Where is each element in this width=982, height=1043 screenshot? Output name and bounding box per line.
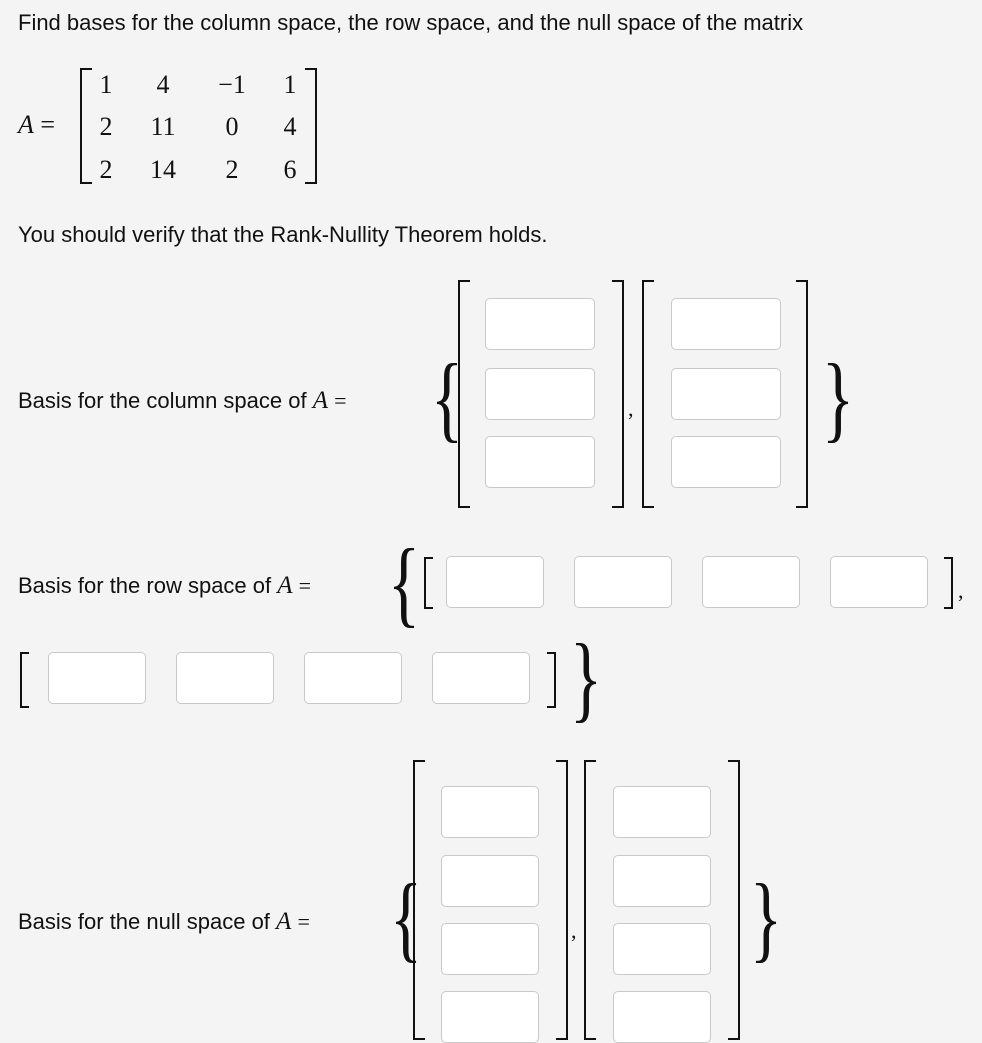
row-space-label: Basis for the row space of A = xyxy=(18,572,312,599)
matrix-cell: 14 xyxy=(150,155,176,184)
column-vector-1-left-bracket xyxy=(458,280,470,508)
null-vector-1-entry-3-input[interactable] xyxy=(441,923,539,975)
null-open-brace: { xyxy=(389,864,423,971)
matrix-label: A = xyxy=(18,110,56,139)
column-separator-comma: , xyxy=(628,396,634,421)
matrix-cell: 0 xyxy=(225,112,239,141)
matrix-cell: −1 xyxy=(218,70,246,99)
column-vector-2-entry-3-input[interactable] xyxy=(671,436,781,488)
row-vector-2-entry-3-input[interactable] xyxy=(304,652,402,704)
row-vector-1-entry-2-input[interactable] xyxy=(574,556,672,608)
null-vector-1-entry-2-input[interactable] xyxy=(441,855,539,907)
column-vector-2-right-bracket xyxy=(796,280,808,508)
row-vector-1-right-bracket xyxy=(944,557,953,609)
row-vector-2-right-bracket xyxy=(547,652,556,708)
matrix-cell: 2 xyxy=(225,155,239,184)
row-vector-1-left-bracket xyxy=(424,557,433,609)
null-close-brace: } xyxy=(749,864,783,971)
row-open-brace: { xyxy=(387,529,421,636)
column-vector-2-left-bracket xyxy=(642,280,654,508)
column-vector-2-entry-1-input[interactable] xyxy=(671,298,781,350)
row-vector-2-entry-2-input[interactable] xyxy=(176,652,274,704)
null-vector-1-entry-1-input[interactable] xyxy=(441,786,539,838)
row-separator-comma: , xyxy=(958,578,964,603)
problem-prompt: Find bases for the column space, the row space, and the null space of the matrix xyxy=(18,10,804,35)
null-vector-2-entry-1-input[interactable] xyxy=(613,786,711,838)
matrix-cell: 2 xyxy=(99,155,113,184)
column-vector-1-entry-1-input[interactable] xyxy=(485,298,595,350)
row-vector-1-entry-3-input[interactable] xyxy=(702,556,800,608)
row-vector-1-entry-4-input[interactable] xyxy=(830,556,928,608)
column-vector-1-entry-3-input[interactable] xyxy=(485,436,595,488)
null-vector-1-left-bracket xyxy=(413,760,425,1040)
null-vector-2-entry-4-input[interactable] xyxy=(613,991,711,1043)
null-vector-2-entry-2-input[interactable] xyxy=(613,855,711,907)
row-vector-2-entry-1-input[interactable] xyxy=(48,652,146,704)
column-open-brace: { xyxy=(430,344,464,451)
null-vector-2-entry-3-input[interactable] xyxy=(613,923,711,975)
column-space-label: Basis for the column space of A = xyxy=(18,387,347,414)
column-vector-1-right-bracket xyxy=(612,280,624,508)
null-separator-comma: , xyxy=(571,918,577,943)
null-vector-2-right-bracket xyxy=(728,760,740,1040)
column-vector-2-entry-2-input[interactable] xyxy=(671,368,781,420)
row-close-brace: } xyxy=(569,624,603,731)
verify-instruction: You should verify that the Rank-Nullity Theorem holds. xyxy=(18,222,548,247)
null-vector-1-entry-4-input[interactable] xyxy=(441,991,539,1043)
column-vector-1-entry-2-input[interactable] xyxy=(485,368,595,420)
row-vector-1-entry-1-input[interactable] xyxy=(446,556,544,608)
matrix-cell: 1 xyxy=(283,70,297,99)
null-space-label: Basis for the null space of A = xyxy=(18,908,310,935)
matrix-cell: 2 xyxy=(99,112,113,141)
matrix-cell: 6 xyxy=(283,155,297,184)
matrix-cell: 4 xyxy=(283,112,297,141)
null-vector-1-right-bracket xyxy=(556,760,568,1040)
matrix-cell: 11 xyxy=(150,112,176,141)
row-vector-2-entry-4-input[interactable] xyxy=(432,652,530,704)
null-vector-2-left-bracket xyxy=(584,760,596,1040)
column-close-brace: } xyxy=(821,344,855,451)
matrix-cell: 1 xyxy=(99,70,113,99)
row-vector-2-left-bracket xyxy=(20,652,29,708)
matrix-cell: 4 xyxy=(156,70,170,99)
